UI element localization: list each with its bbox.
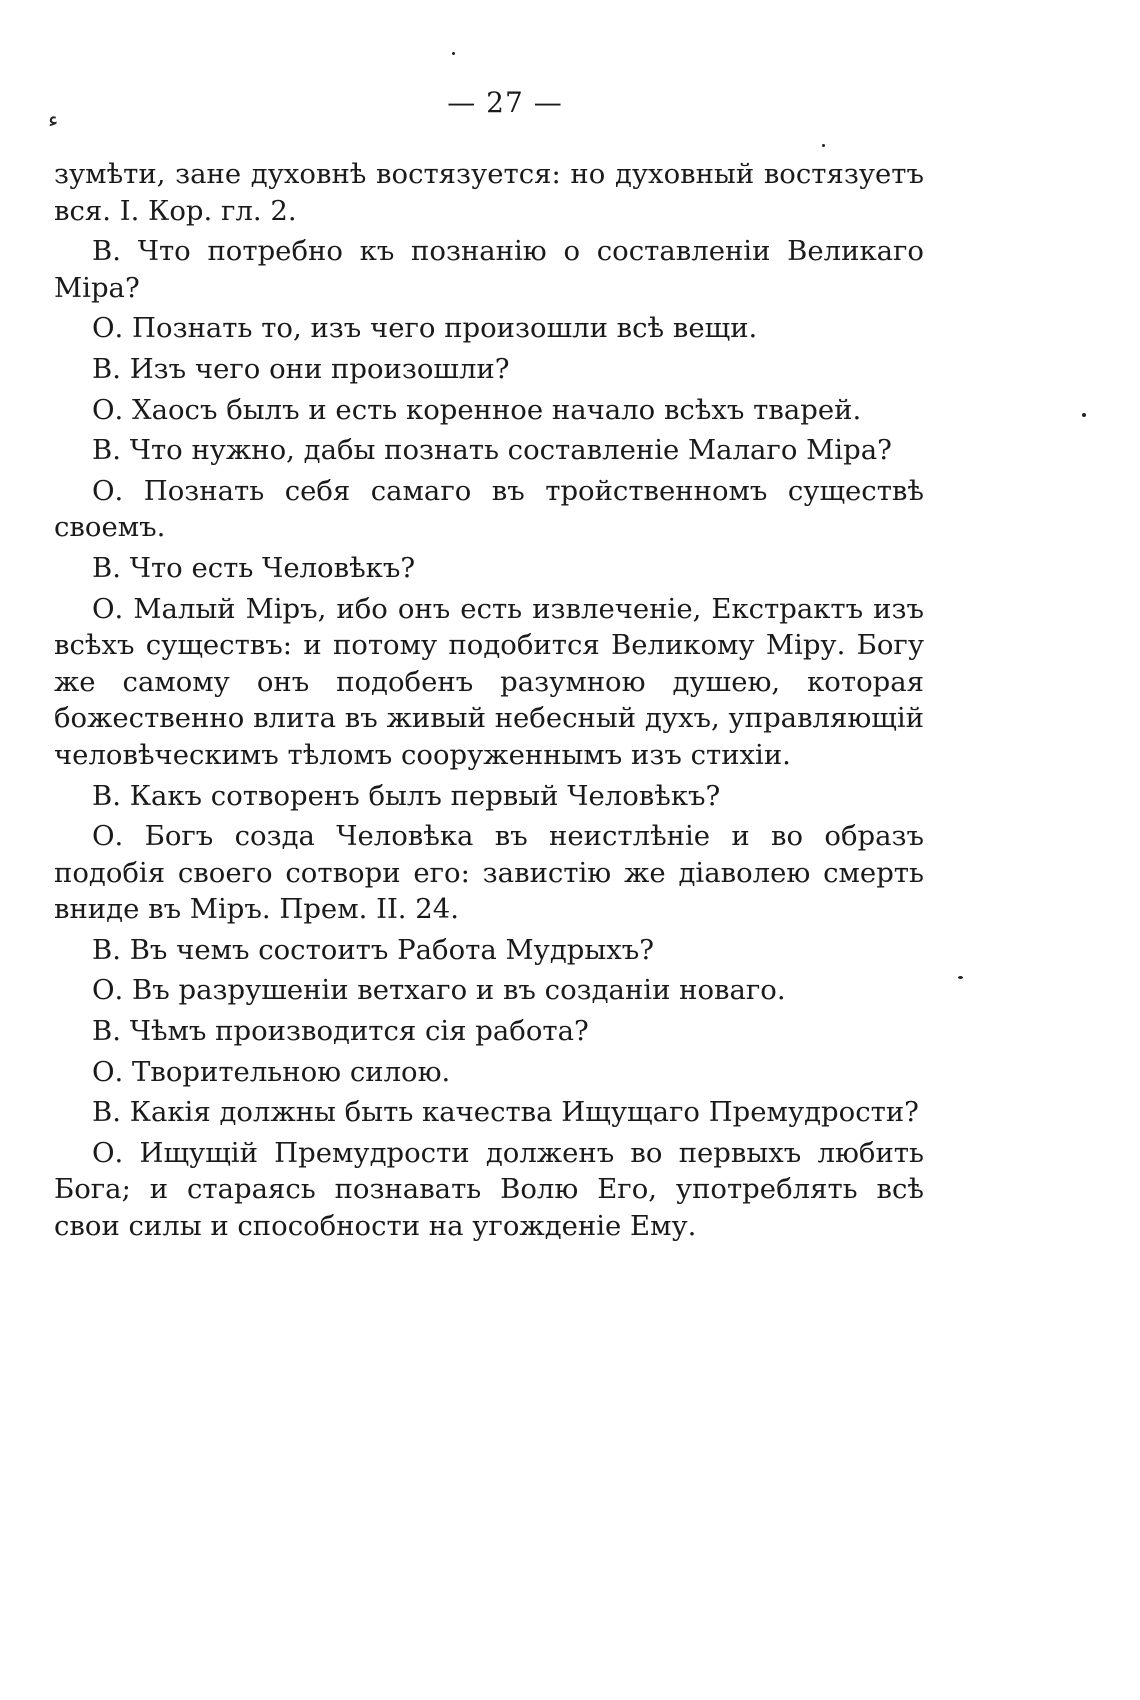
question-paragraph: В. Чѣмъ производится сiя работа? — [92, 1015, 589, 1048]
answer-paragraph: О. Познать себя самаго въ тройственномъ существѣ своемъ. — [54, 474, 924, 544]
question-paragraph: В. Что нужно, дабы познать составленiе Малаго Мiра? — [92, 434, 892, 467]
question-paragraph: В. Изъ чего они произошли? — [92, 352, 510, 385]
ink-speck — [1082, 413, 1086, 417]
answer-paragraph: О. Въ разрушенiи ветхаго и въ созданiи новаго. — [92, 974, 786, 1007]
answer-paragraph: О. Богъ созда Человѣка въ неистлѣнiе и во образъ подобiя своего сотвори его: завистiю же дiаволею смерть вниде въ Мiръ. Прем. II. 24. — [54, 820, 924, 926]
answer-paragraph: О. Ищущiй Премудрости долженъ во первыхъ любить Бога; и стараясь познавать Волю Его, употреблять всѣ свои силы и способности на угожденiе Ему. — [54, 1136, 924, 1243]
answer-paragraph: О. Познать то, изъ чего произошли всѣ вещи. — [92, 312, 758, 345]
question-paragraph: В. Въ чемъ состоитъ Работа Мудрыхъ? — [92, 933, 655, 966]
question-paragraph: В. Что есть Человѣкъ? — [92, 551, 416, 584]
page-text — [54, 156, 924, 1249]
corner-ink-mark: ء — [48, 108, 59, 133]
page-number: — 27 — — [447, 86, 563, 119]
paragraph-continuation: зумѣти, зане духовнѣ востязуется: но духовный востязуетъ вся. I. Кор. гл. 2. — [54, 158, 924, 227]
question-paragraph: В. Какъ сотворенъ былъ первый Человѣкъ? — [92, 779, 721, 812]
ink-speck — [822, 144, 825, 147]
question-paragraph: В. Что потребно къ познанiю о составленiи Великаго Мiра? — [54, 235, 924, 304]
answer-paragraph: О. Творительною силою. — [92, 1055, 451, 1088]
answer-paragraph: О. Малый Мiръ, ибо онъ есть извлеченiе, Екстрактъ изъ всѣхъ существъ: и потому подобится Великому Мiру. Богу же самому онъ подобенъ разумною душею, которая божественно влита въ живый небесный духъ, управляющiй человѣческимъ тѣломъ сооруженнымъ изъ стихiи. — [54, 592, 924, 771]
question-paragraph: В. Какiя должны быть качества Ищущаго Премудрости? — [92, 1096, 919, 1129]
ink-speck — [452, 52, 455, 55]
answer-paragraph: О. Хаосъ былъ и есть коренное начало всѣхъ тварей. — [92, 393, 862, 426]
ink-speck — [958, 976, 963, 979]
